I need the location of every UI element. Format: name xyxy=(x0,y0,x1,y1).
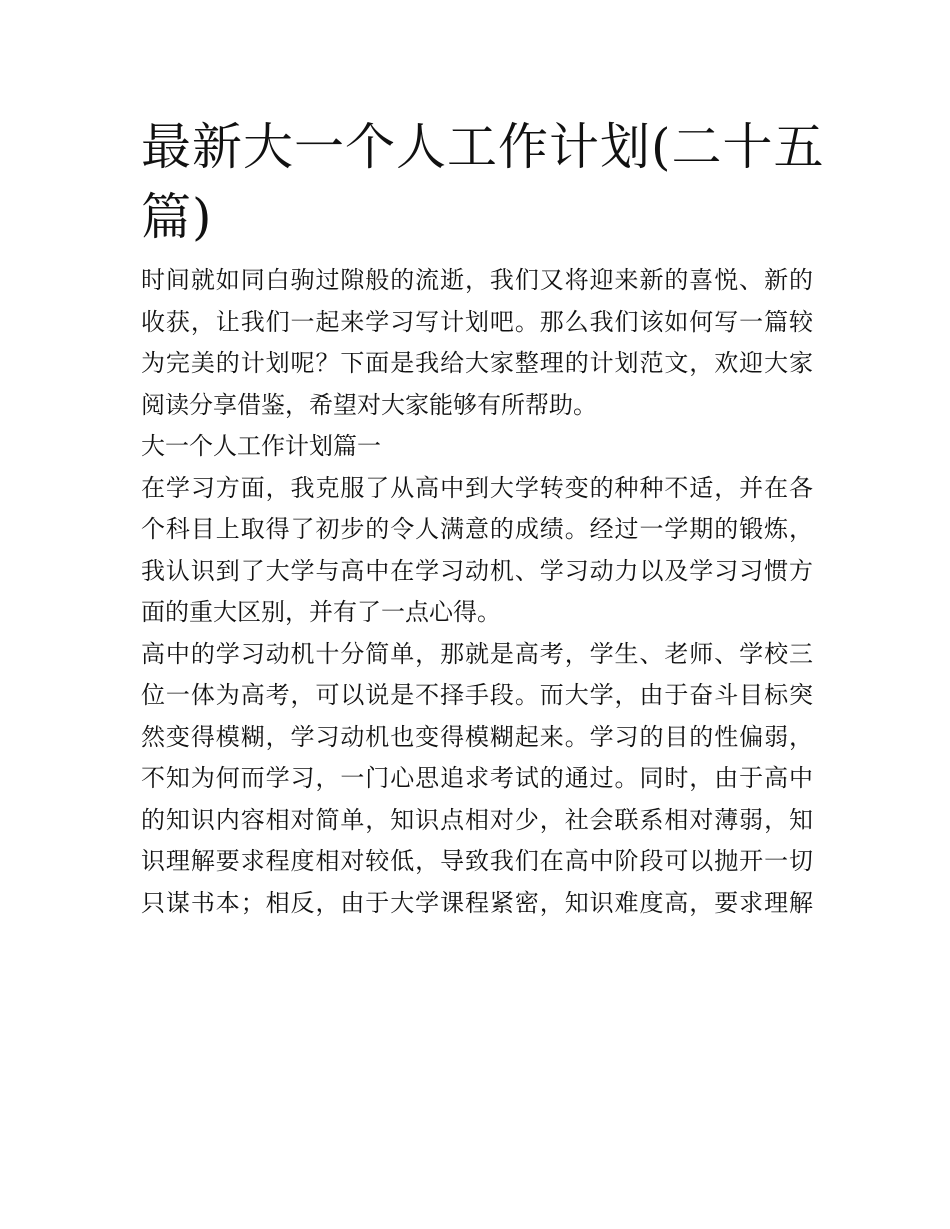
para2-line-3: 然变得模糊，学习动机也变得模糊起来。学习的目的性偏弱， xyxy=(141,722,813,751)
intro-line-3: 为完美的计划呢？下面是我给大家整理的计划范文，欢迎大家 xyxy=(141,349,813,377)
para1-line-4: 面的重大区别，并有了一点心得。 xyxy=(141,598,501,626)
intro-paragraph xyxy=(141,260,813,426)
para2-line-1: 高中的学习动机十分简单，那就是高考，学生、老师、学校三 xyxy=(141,639,813,668)
paragraph-1 xyxy=(141,468,813,634)
para2-line-5: 的知识内容相对简单，知识点相对少，社会联系相对薄弱，知 xyxy=(141,805,813,834)
para1-line-3: 我认识到了大学与高中在学习动机、学习动力以及学习习惯方 xyxy=(141,556,813,585)
intro-line-1: 时间就如同白驹过隙般的流逝，我们又将迎来新的喜悦、新的 xyxy=(141,266,813,294)
title-line-2: 篇) xyxy=(141,188,213,246)
section-heading: 大一个人工作计划篇一 xyxy=(141,432,381,460)
para2-line-7: 只谋书本；相反，由于大学课程紧密，知识难度高，要求理解 xyxy=(141,888,813,917)
document-page xyxy=(141,112,825,924)
para1-line-2: 个科目上取得了初步的令人满意的成绩。经过一学期的锻炼， xyxy=(141,515,813,543)
paragraph-2 xyxy=(141,634,813,925)
document-title xyxy=(141,112,825,252)
para1-line-1: 在学习方面，我克服了从高中到大学转变的种种不适，并在各 xyxy=(141,473,813,502)
para2-line-4: 不知为何而学习，一门心思追求考试的通过。同时，由于高中 xyxy=(141,764,813,792)
title-line-1: 最新大一个人工作计划(二十五 xyxy=(141,118,825,176)
intro-line-4: 阅读分享借鉴，希望对大家能够有所帮助。 xyxy=(141,390,597,419)
intro-line-2: 收获，让我们一起来学习写计划吧。那么我们该如何写一篇较 xyxy=(141,307,813,336)
para2-line-6: 识理解要求程度相对较低，导致我们在高中阶段可以抛开一切 xyxy=(141,847,813,875)
para2-line-2: 位一体为高考，可以说是不择手段。而大学，由于奋斗目标突 xyxy=(141,681,813,709)
